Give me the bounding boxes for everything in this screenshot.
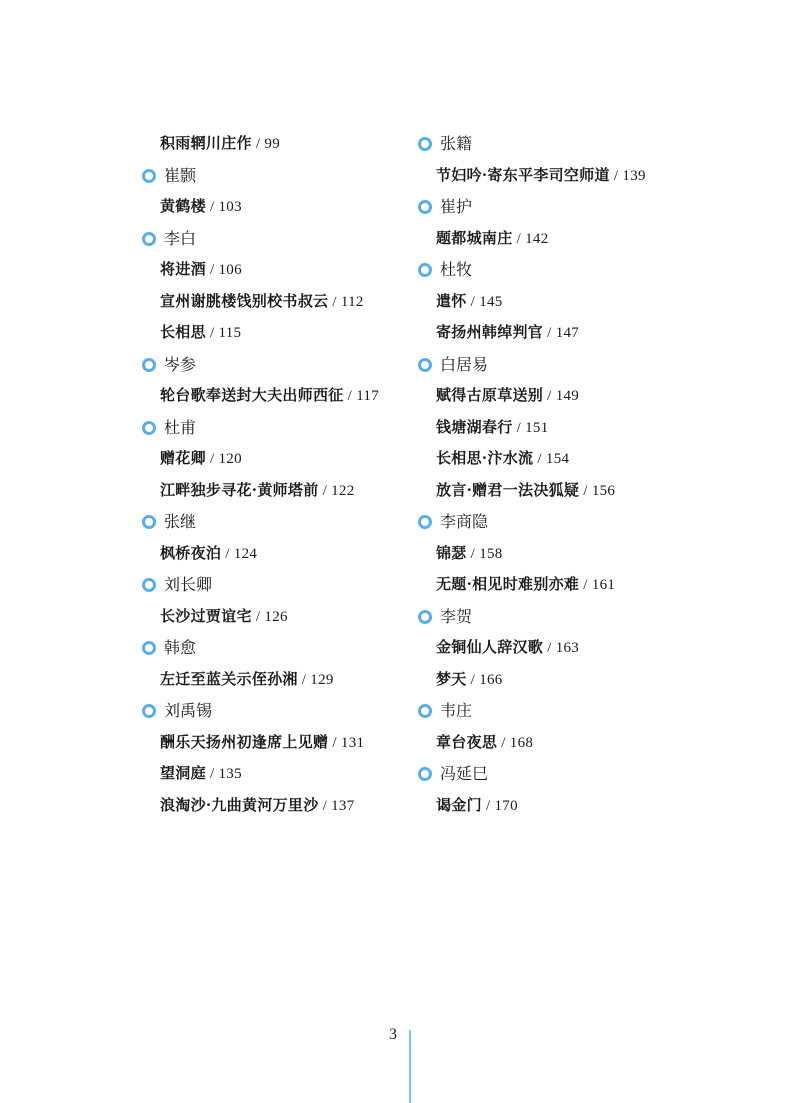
entry-page: 126	[264, 608, 288, 625]
entry-separator: /	[205, 325, 219, 341]
toc-entry[interactable]	[142, 475, 442, 507]
entry-page: 154	[545, 451, 570, 467]
entry-page: 115	[218, 325, 242, 341]
entry-separator: /	[205, 262, 219, 278]
bullet-icon	[142, 421, 156, 435]
author-name: 岑参	[164, 354, 197, 374]
entry-separator: /	[328, 734, 341, 751]
toc-author	[142, 412, 442, 444]
entry-separator: /	[543, 640, 556, 656]
entry-title: 长相思·汴水流	[436, 449, 534, 467]
entry-page: 135	[218, 766, 242, 782]
entry-page: 99	[264, 136, 280, 152]
toc-entry[interactable]	[142, 317, 442, 349]
entry-title: 积雨辋川庄作	[160, 134, 252, 152]
entry-page: 103	[218, 199, 242, 215]
entry-page: 131	[340, 734, 365, 751]
entry-title: 将进酒	[160, 260, 206, 278]
toc-entry[interactable]	[418, 443, 718, 475]
toc-entry[interactable]	[418, 727, 718, 759]
entry-page: 149	[555, 388, 580, 404]
toc-author	[142, 349, 442, 381]
entry-separator: /	[251, 136, 265, 152]
author-name: 冯延巳	[440, 764, 489, 783]
toc-entry[interactable]	[418, 380, 718, 412]
toc-entry[interactable]	[142, 538, 442, 570]
entry-page: 120	[218, 451, 242, 467]
author-name: 刘长卿	[164, 575, 213, 594]
author-name: 张继	[164, 512, 197, 531]
entry-separator: /	[205, 766, 219, 782]
author-name: 韦庄	[440, 701, 473, 720]
entry-separator: /	[512, 419, 526, 436]
entry-title: 章台夜思	[436, 732, 498, 751]
entry-separator: /	[481, 797, 495, 814]
entry-separator: /	[221, 545, 234, 562]
toc-entry[interactable]	[142, 254, 442, 286]
toc-author	[418, 601, 718, 633]
toc-right-column	[418, 128, 718, 821]
toc-left-column	[142, 128, 442, 821]
entry-title: 谒金门	[436, 795, 482, 814]
entry-separator: /	[497, 734, 510, 751]
entry-title: 酬乐天扬州初逢席上见赠	[160, 732, 329, 751]
entry-page: 137	[331, 797, 355, 814]
entry-page: 166	[479, 671, 503, 688]
entry-title: 长相思	[160, 323, 206, 341]
entry-page: 145	[479, 293, 503, 310]
bullet-icon	[418, 137, 432, 151]
entry-page: 158	[479, 545, 503, 562]
entry-separator: /	[543, 388, 556, 404]
entry-title: 江畔独步寻花·黄师塔前	[160, 480, 319, 499]
entry-separator: /	[318, 797, 332, 814]
entry-page: 168	[509, 734, 534, 751]
toc-author	[418, 254, 718, 286]
author-name: 李贺	[440, 606, 473, 626]
entry-title: 宣州谢朓楼饯别校书叔云	[160, 291, 329, 310]
entry-title: 题都城南庄	[436, 228, 513, 247]
entry-title: 左迁至蓝关示侄孙湘	[160, 669, 298, 688]
toc-entry[interactable]	[142, 191, 442, 223]
entry-separator: /	[533, 451, 546, 467]
toc-entry[interactable]	[418, 412, 718, 444]
author-name: 韩愈	[164, 638, 197, 657]
entry-title: 寄扬州韩绰判官	[436, 323, 544, 341]
author-name: 崔护	[440, 197, 473, 216]
entry-title: 枫桥夜泊	[160, 543, 222, 562]
entry-title: 梦天	[436, 669, 467, 688]
entry-title: 望洞庭	[160, 764, 206, 782]
entry-separator: /	[343, 388, 357, 404]
entry-separator: /	[579, 577, 592, 593]
toc-author	[418, 758, 718, 790]
entry-separator: /	[328, 293, 341, 310]
toc-entry[interactable]	[418, 223, 718, 255]
bullet-icon	[418, 767, 432, 781]
entry-page: 124	[233, 545, 258, 562]
author-name: 崔颢	[164, 165, 197, 185]
toc-author	[418, 695, 718, 727]
entry-separator: /	[466, 671, 480, 688]
bullet-icon	[418, 704, 432, 718]
toc-author	[418, 506, 718, 538]
bullet-icon	[142, 358, 156, 372]
toc-entry[interactable]	[142, 758, 442, 790]
entry-page: 112	[340, 293, 364, 310]
toc-entry[interactable]	[418, 632, 718, 664]
toc-author	[142, 223, 442, 255]
entry-separator: /	[297, 671, 311, 688]
entry-page: 129	[310, 671, 334, 688]
toc-author	[142, 569, 442, 601]
toc-entry[interactable]	[142, 128, 442, 160]
author-name: 张籍	[440, 134, 473, 153]
entry-page: 122	[331, 482, 355, 499]
toc-entry[interactable]	[142, 380, 442, 412]
entry-separator: /	[205, 199, 219, 215]
bullet-icon	[418, 263, 432, 277]
toc-author	[142, 160, 442, 192]
entry-title: 锦瑟	[436, 543, 467, 562]
page-rule	[409, 1030, 411, 1103]
toc-entry[interactable]	[418, 664, 718, 696]
toc-entry[interactable]	[142, 790, 442, 822]
entry-page: 106	[218, 262, 242, 278]
toc-author	[142, 506, 442, 538]
entry-title: 长沙过贾谊宅	[160, 606, 252, 625]
entry-title: 钱塘湖春行	[436, 417, 513, 436]
entry-separator: /	[466, 545, 480, 562]
entry-page: 170	[494, 797, 518, 814]
entry-page: 139	[622, 167, 646, 184]
entry-title: 节妇吟·寄东平李司空师道	[436, 165, 610, 184]
bullet-icon	[142, 704, 156, 718]
author-name: 李商隐	[440, 512, 489, 531]
entry-title: 浪淘沙·九曲黄河万里沙	[160, 795, 319, 814]
bullet-icon	[142, 232, 156, 246]
toc-entry[interactable]	[142, 664, 442, 696]
entry-title: 赋得古原草送别	[436, 386, 544, 404]
author-name: 李白	[164, 228, 197, 248]
bullet-icon	[142, 515, 156, 529]
toc-author	[418, 349, 718, 381]
entry-page: 117	[356, 388, 380, 404]
toc-entry[interactable]	[418, 317, 718, 349]
entry-separator: /	[579, 482, 592, 499]
bullet-icon	[142, 169, 156, 183]
bullet-icon	[418, 610, 432, 624]
bullet-icon	[142, 641, 156, 655]
toc-entry[interactable]	[418, 569, 718, 601]
entry-title: 轮台歌奉送封大夫出师西征	[160, 386, 344, 404]
author-name: 白居易	[440, 354, 489, 374]
toc-author	[418, 191, 718, 223]
toc-entry[interactable]	[418, 790, 718, 822]
author-name: 杜牧	[440, 260, 473, 279]
entry-separator: /	[251, 608, 265, 625]
entry-separator: /	[318, 482, 332, 499]
toc-entry[interactable]	[418, 475, 718, 507]
entry-separator: /	[609, 167, 623, 184]
toc-entry[interactable]	[418, 286, 718, 318]
entry-separator: /	[466, 293, 480, 310]
bullet-icon	[142, 578, 156, 592]
toc-entry[interactable]	[142, 443, 442, 475]
toc-author	[142, 632, 442, 664]
toc-author	[142, 695, 442, 727]
toc-author	[418, 128, 718, 160]
toc-entry[interactable]	[142, 601, 442, 633]
entry-separator: /	[543, 325, 556, 341]
bullet-icon	[418, 358, 432, 372]
toc-entry[interactable]	[418, 538, 718, 570]
entry-page: 163	[555, 640, 580, 656]
entry-title: 无题·相见时难别亦难	[436, 575, 580, 593]
toc-entry[interactable]	[418, 160, 718, 192]
entry-title: 黄鹤楼	[160, 197, 206, 215]
page-number: 3	[389, 1026, 397, 1043]
entry-page: 156	[591, 482, 616, 499]
toc-entry[interactable]	[142, 286, 442, 318]
entry-title: 金铜仙人辞汉歌	[436, 638, 544, 656]
author-name: 杜甫	[164, 417, 197, 437]
entry-page: 142	[525, 230, 549, 247]
entry-title: 赠花卿	[160, 449, 206, 467]
entry-title: 遣怀	[436, 291, 467, 310]
author-name: 刘禹锡	[164, 701, 213, 720]
entry-separator: /	[512, 230, 526, 247]
entry-title: 放言·赠君一法决狐疑	[436, 480, 580, 499]
entry-page: 151	[525, 419, 549, 436]
entry-separator: /	[205, 451, 219, 467]
bullet-icon	[418, 200, 432, 214]
entry-page: 147	[555, 325, 580, 341]
entry-page: 161	[591, 577, 616, 593]
toc-entry[interactable]	[142, 727, 442, 759]
bullet-icon	[418, 515, 432, 529]
